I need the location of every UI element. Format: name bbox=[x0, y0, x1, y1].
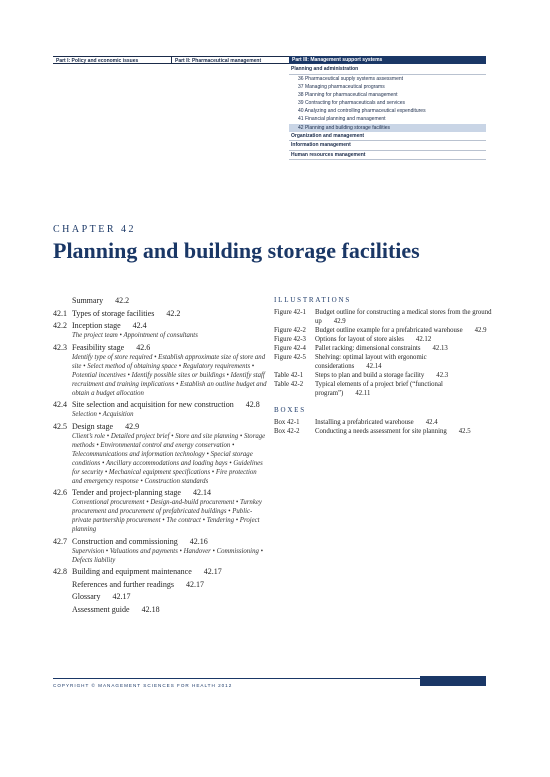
nav-section-heading[interactable]: Human resources management bbox=[289, 151, 486, 161]
entry-page: 42.14 bbox=[366, 363, 382, 370]
toc-entry-text bbox=[72, 488, 268, 498]
toc-entry-number: 42.5 bbox=[53, 421, 67, 431]
toc-entry-text bbox=[72, 400, 268, 410]
toc-entry-number bbox=[53, 296, 72, 306]
entry-text bbox=[315, 418, 494, 427]
toc-entry-title: Glossary bbox=[72, 592, 101, 601]
entry-label: Figure 42-3 bbox=[274, 336, 306, 343]
toc-entry-title: Inception stage bbox=[72, 321, 121, 330]
entry-page: 42.3 bbox=[436, 372, 449, 379]
toc-entry-subtopics: Selection • Acquisition bbox=[72, 411, 134, 418]
entry-text bbox=[315, 326, 494, 335]
toc-entry[interactable] bbox=[53, 422, 268, 432]
nav-section-heading[interactable]: Organization and management bbox=[289, 132, 486, 142]
entry-page: 42.12 bbox=[415, 336, 432, 343]
nav-chapter-link[interactable]: 38 Planning for pharmaceutical management bbox=[298, 91, 398, 98]
illustration-entry[interactable] bbox=[274, 308, 494, 326]
toc-entry-page: 42.2 bbox=[166, 308, 181, 318]
part-navigation bbox=[53, 56, 486, 65]
toc-entry-title: Assessment guide bbox=[72, 604, 130, 614]
entry-label: Box 42-2 bbox=[274, 428, 300, 435]
toc-entry-page: 42.16 bbox=[189, 536, 208, 546]
entry-text bbox=[315, 427, 494, 436]
toc-entry-page: 42.17 bbox=[112, 592, 131, 601]
box-entry[interactable] bbox=[274, 418, 494, 427]
illustrations-list bbox=[274, 308, 494, 398]
nav-part-1[interactable]: Part I: Policy and economic issues bbox=[53, 56, 172, 64]
toc-entry-page: 42.17 bbox=[203, 567, 222, 576]
part-3-section-list bbox=[289, 65, 486, 160]
entry-title: Steps to plan and build a storage facility bbox=[315, 372, 425, 379]
toc-entry-text bbox=[72, 309, 268, 319]
entry-title: Options for layout of store aisles bbox=[315, 336, 404, 343]
toc-entry[interactable] bbox=[53, 321, 268, 331]
entry-title: Budget outline example for a prefabricated warehouse bbox=[315, 327, 463, 334]
toc-entry[interactable] bbox=[53, 488, 268, 498]
entry-label: Table 42-2 bbox=[274, 381, 304, 388]
toc-entry[interactable] bbox=[53, 592, 268, 602]
entry-label: Figure 42-2 bbox=[274, 327, 306, 334]
copyright-text: COPYRIGHT © MANAGEMENT SCIENCES FOR HEALTH 2012 bbox=[53, 683, 233, 688]
toc-entry-title: Feasibility stage bbox=[72, 342, 125, 352]
entry-page: 42.9 bbox=[333, 318, 346, 325]
toc-entry-number: 42.4 bbox=[53, 400, 67, 409]
toc-entry-title: References and further readings bbox=[72, 579, 174, 589]
toc-entry-title: Building and equipment maintenance bbox=[72, 567, 192, 576]
entry-page: 42.5 bbox=[458, 428, 471, 435]
toc-entry-title: Tender and project-planning stage bbox=[72, 488, 181, 497]
toc-entry-text bbox=[72, 567, 268, 577]
illustration-entry[interactable] bbox=[274, 335, 494, 344]
toc-entry-subtopics: Client’s role • Detailed project brief • Store and site planning • Storage methods • Environmental control and energy conservation • Telecommunications and information technology • Special storage conditions • Ancillary accommodations and loading bays • Guidelines for security • Mechanical equipment specifications • Fire protection and emergency response • Construction standards bbox=[72, 432, 266, 485]
nav-chapter-link[interactable]: 37 Managing pharmaceutical programs bbox=[298, 83, 385, 90]
lists-column bbox=[274, 296, 494, 436]
illustration-entry[interactable] bbox=[274, 353, 494, 371]
toc-entry-number bbox=[53, 592, 72, 602]
toc-entry[interactable] bbox=[53, 537, 268, 547]
toc-entry-title: Site selection and acquisition for new construction bbox=[72, 400, 234, 409]
entry-page: 42.9 bbox=[474, 327, 487, 334]
entry-page: 42.11 bbox=[355, 390, 371, 397]
chapter-title: Planning and building storage facilities bbox=[53, 238, 420, 263]
toc-entry[interactable] bbox=[53, 309, 268, 319]
illustration-entry[interactable] bbox=[274, 344, 494, 353]
toc-entry[interactable] bbox=[53, 400, 268, 410]
toc-entry-page: 42.14 bbox=[192, 488, 211, 497]
toc-entry-page: 42.17 bbox=[185, 579, 204, 589]
entry-label: Table 42-1 bbox=[274, 372, 304, 379]
footer-color-block bbox=[420, 676, 486, 686]
entry-label: Figure 42-4 bbox=[274, 345, 306, 352]
entry-title: Installing a prefabricated warehouse bbox=[315, 419, 414, 426]
toc-entry-page: 42.4 bbox=[132, 321, 147, 330]
entry-label: Figure 42-1 bbox=[274, 309, 306, 316]
entry-title: Budget outline for constructing a medical stores from the ground up bbox=[315, 309, 492, 325]
toc-entry-page: 42.8 bbox=[245, 400, 260, 409]
toc-entry-page: 42.18 bbox=[141, 604, 160, 614]
toc-entry-number: 42.3 bbox=[53, 342, 67, 352]
toc-entry-number bbox=[53, 580, 72, 590]
entry-title: Conducting a needs assessment for site planning bbox=[315, 428, 447, 435]
toc-entry-number: 42.7 bbox=[53, 536, 67, 546]
toc-entry-text bbox=[72, 605, 268, 615]
entry-label: Box 42-1 bbox=[274, 419, 300, 426]
toc-entry-subtopics: Identify type of store required • Establish approximate size of store and site • Select method of obtaining space • Regulatory requirements • Potential incentives • Identify possible sites or buildings • Identify staff recruitment and training implications • Establish an outline budget and obtain a budget allocation bbox=[72, 353, 267, 397]
entry-title: Pallet racking: dimensional constraints bbox=[315, 345, 421, 352]
toc-entry-subtopics: Conventional procurement • Design-and-build procurement • Turnkey procurement and procurement of prefabricated buildings • Public-private partnership procurement • The contract • Tendering • Project planning bbox=[72, 499, 262, 533]
entry-page: 42.13 bbox=[432, 345, 448, 352]
toc-entry-number: 42.2 bbox=[53, 321, 67, 330]
toc-entry-text bbox=[72, 321, 268, 331]
boxes-heading: BOXES bbox=[274, 406, 306, 414]
box-entry[interactable] bbox=[274, 427, 494, 436]
entry-text bbox=[315, 344, 494, 353]
toc-entry-subtopics: The project team • Appointment of consultants bbox=[72, 332, 198, 339]
toc-entry-text bbox=[72, 422, 268, 432]
entry-title: Typical elements of a project brief (“functional program”) bbox=[315, 381, 443, 397]
nav-chapter-link[interactable]: 39 Contracting for pharmaceuticals and services bbox=[298, 100, 405, 107]
toc-entry[interactable] bbox=[53, 343, 268, 353]
toc-entry-number bbox=[53, 605, 72, 615]
nav-chapter-link[interactable]: 40 Analyzing and controlling pharmaceutical expenditures bbox=[298, 108, 426, 115]
toc-entry-number: 42.1 bbox=[53, 308, 67, 318]
toc-entry[interactable] bbox=[53, 605, 268, 615]
toc-entry-page: 42.9 bbox=[125, 421, 140, 431]
toc-entry[interactable] bbox=[53, 567, 268, 577]
entry-text bbox=[315, 308, 494, 326]
chapter-contents bbox=[53, 296, 268, 617]
toc-entry-text bbox=[72, 296, 268, 306]
toc-entry-text bbox=[72, 343, 268, 353]
toc-entry-number: 42.6 bbox=[53, 488, 67, 497]
illustration-entry[interactable] bbox=[274, 326, 494, 335]
toc-entry-page: 42.6 bbox=[136, 342, 151, 352]
entry-text bbox=[315, 335, 494, 344]
illustrations-heading: ILLUSTRATIONS bbox=[274, 296, 352, 304]
nav-chapter-current[interactable]: 42 Planning and building storage facilities bbox=[289, 124, 486, 132]
nav-part-3[interactable]: Part III: Management support systems bbox=[289, 56, 486, 64]
toc-entry-title: Summary bbox=[72, 296, 104, 305]
toc-entry-text bbox=[72, 580, 268, 590]
toc-entry-subtopics: Supervision • Valuations and payments • Handover • Commissioning • Defects liability bbox=[72, 547, 263, 564]
toc-entry-text bbox=[72, 592, 268, 602]
entry-title: Shelving: optimal layout with ergonomic considerations bbox=[315, 354, 427, 370]
toc-entry-number: 42.8 bbox=[53, 567, 67, 576]
entry-label: Figure 42-5 bbox=[274, 354, 306, 361]
toc-entry[interactable] bbox=[53, 296, 268, 306]
nav-part-2[interactable]: Part II: Pharmaceutical management bbox=[172, 56, 291, 64]
boxes-list bbox=[274, 418, 494, 436]
nav-chapter-link[interactable]: 36 Pharmaceutical supply systems assessment bbox=[298, 75, 404, 82]
nav-section-heading[interactable]: Information management bbox=[289, 141, 486, 151]
toc-entry[interactable] bbox=[53, 580, 268, 590]
nav-chapter-link[interactable]: 41 Financial planning and management bbox=[298, 116, 386, 123]
illustration-entry[interactable] bbox=[274, 380, 494, 398]
toc-entry-title: Types of storage facilities bbox=[72, 308, 155, 318]
toc-spacer bbox=[53, 615, 268, 618]
chapter-label: CHAPTER 42 bbox=[53, 224, 137, 235]
toc-entry-page: 42.2 bbox=[115, 296, 130, 305]
entry-text bbox=[315, 371, 494, 380]
toc-entry-title: Design stage bbox=[72, 421, 114, 431]
entry-text bbox=[315, 380, 494, 398]
entry-text bbox=[315, 353, 494, 371]
entry-page: 42.4 bbox=[425, 419, 438, 426]
illustration-entry[interactable] bbox=[274, 371, 494, 380]
footer-rule bbox=[53, 678, 420, 679]
toc-entry-title: Construction and commissioning bbox=[72, 536, 178, 546]
toc-entry-text bbox=[72, 537, 268, 547]
nav-section-heading[interactable]: Planning and administration bbox=[289, 65, 486, 75]
